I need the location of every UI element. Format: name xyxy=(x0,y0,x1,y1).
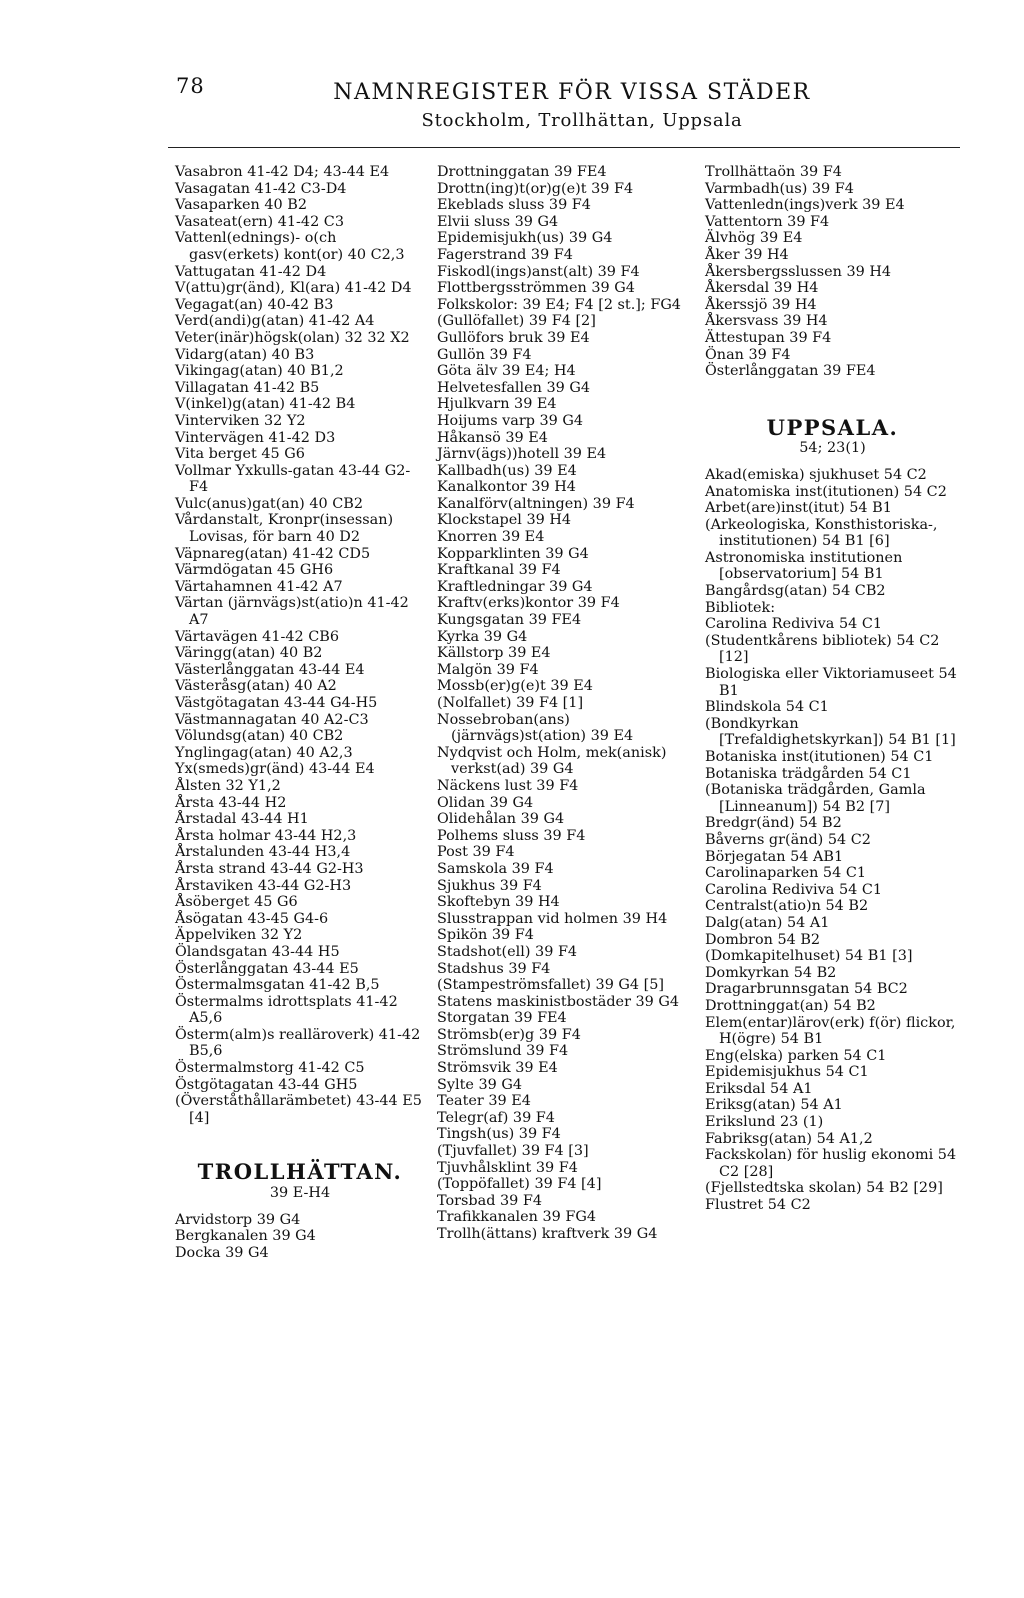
index-entry: (Domkapitelhuset) 54 B1 [3] xyxy=(705,948,913,965)
index-entry: Gullöfors bruk 39 E4 xyxy=(437,329,590,346)
index-entry: Flottbergsströmmen 39 G4 xyxy=(437,280,635,297)
page-subtitle: Stockholm, Trollhättan, Uppsala xyxy=(421,110,743,131)
index-entry: Astronomiska institutionen [observatorium] 54 B1 xyxy=(705,549,903,583)
index-entry: Epidemisjukhus 54 C1 xyxy=(705,1064,869,1081)
index-entry: Post 39 F4 xyxy=(437,844,515,861)
stockholm-entry-list xyxy=(175,164,425,1126)
index-entry: Nossebroban(ans) (järnvägs)st(ation) 39 E4 xyxy=(437,711,634,745)
index-entry: Vollmar Yxkulls-gatan 43-44 G2-F4 xyxy=(175,462,411,496)
index-entry: Statens maskinistbostäder 39 G4 xyxy=(437,993,680,1010)
index-entry: Hjulkvarn 39 E4 xyxy=(437,396,557,413)
index-entry: (Gullöfallet) 39 F4 [2] xyxy=(437,313,596,330)
page-title: NAMNREGISTER FÖR VISSA STÄDER xyxy=(333,80,811,105)
index-entry: Arvidstorp 39 G4 xyxy=(175,1211,301,1228)
index-entry: Varmbadh(us) 39 F4 xyxy=(705,180,854,197)
index-entry: Carolinaparken 54 C1 xyxy=(705,865,866,882)
index-entry: Västmannagatan 40 A2-C3 xyxy=(175,711,369,728)
index-entry: Anatomiska inst(itutionen) 54 C2 xyxy=(705,483,947,500)
index-entry: Ekeblads sluss 39 F4 xyxy=(437,197,591,214)
index-entry: Åkersdal 39 H4 xyxy=(705,280,819,297)
index-entry: (Bondkyrkan [Trefaldighetskyrkan]) 54 B1 [1] xyxy=(705,715,956,749)
index-entry: Kyrka 39 G4 xyxy=(437,628,528,645)
index-entry: Carolina Rediviva 54 C1 xyxy=(705,881,882,898)
index-entry: Kopparklinten 39 G4 xyxy=(437,545,589,562)
index-entry: Vegagat(an) 40-42 B3 xyxy=(175,296,334,313)
index-entry: Ynglingag(atan) 40 A2,3 xyxy=(175,744,353,761)
index-entry: Västerlånggatan 43-44 E4 xyxy=(175,661,365,678)
index-entry: Fabriksg(atan) 54 A1,2 xyxy=(705,1130,873,1147)
index-entry: Storgatan 39 FE4 xyxy=(437,1010,567,1027)
index-entry: Tingsh(us) 39 F4 xyxy=(437,1126,561,1143)
index-entry: Vattugatan 41-42 D4 xyxy=(175,263,327,280)
index-entry: Värtahamnen 41-42 A7 xyxy=(175,578,343,595)
index-entry: Dalg(atan) 54 A1 xyxy=(705,914,830,931)
index-entry: Kanalförv(altningen) 39 F4 xyxy=(437,495,635,512)
index-entry: V(attu)gr(änd), Kl(ara) 41-42 D4 xyxy=(175,280,412,297)
index-entry: Eriksg(atan) 54 A1 xyxy=(705,1097,843,1114)
index-entry: Verd(andi)g(atan) 41-42 A4 xyxy=(175,313,375,330)
index-entry: Ölandsgatan 43-44 H5 xyxy=(175,943,340,960)
index-entry: Helvetesfallen 39 G4 xyxy=(437,379,591,396)
index-entry: Blindskola 54 C1 xyxy=(705,699,829,716)
index-entry: Ättestupan 39 F4 xyxy=(705,329,832,346)
index-entry: Trafikkanalen 39 FG4 xyxy=(437,1209,597,1226)
index-entry: Värtan (järnvägs)st(atio)n 41-42 A7 xyxy=(175,595,409,629)
index-entry: Vulc(anus)gat(an) 40 CB2 xyxy=(175,495,363,512)
index-entry: Årsta 43-44 H2 xyxy=(175,794,287,811)
index-entry: Årstalunden 43-44 H3,4 xyxy=(175,844,351,861)
index-entry: Österlånggatan 43-44 E5 xyxy=(175,960,359,977)
index-entry: Åsögatan 43-45 G4-6 xyxy=(175,910,329,927)
index-entry: Håkansö 39 E4 xyxy=(437,429,548,446)
index-entry: (Studentkårens bibliotek) 54 C2 [12] xyxy=(705,632,940,666)
index-entry: Drottninggat(an) 54 B2 xyxy=(705,997,876,1014)
index-entry: (Botaniska trädgården, Gamla [Linneanum]) 54 B2 [7] xyxy=(705,782,926,815)
index-entry: Slusstrappan vid holmen 39 H4 xyxy=(437,910,668,927)
index-entry: Vasabron 41-42 D4; 43-44 E4 xyxy=(175,164,390,180)
index-entry: (Tjuvfallet) 39 F4 [3] xyxy=(437,1143,589,1160)
index-entry: Bredgr(änd) 54 B2 xyxy=(705,815,842,832)
index-entry: Östermalmsgatan 41-42 B,5 xyxy=(175,977,380,994)
index-entry: Fiskodl(ings)anst(alt) 39 F4 xyxy=(437,263,640,280)
index-entry: V(inkel)g(atan) 41-42 B4 xyxy=(175,396,356,413)
index-entry: Olidan 39 G4 xyxy=(437,794,534,811)
index-entry: Åkersvass 39 H4 xyxy=(705,313,828,330)
index-entry: Önan 39 F4 xyxy=(705,346,791,363)
column-middle xyxy=(437,164,692,1243)
index-entry: Villagatan 41-42 B5 xyxy=(175,379,320,396)
index-entry: Källstorp 39 E4 xyxy=(437,645,551,662)
index-entry: Drottninggatan 39 FE4 xyxy=(437,164,607,180)
index-entry: Vasateat(ern) 41-42 C3 xyxy=(175,213,344,230)
index-entry: Österm(alm)s realläroverk) 41-42 B5,6 xyxy=(175,1026,421,1060)
index-entry: Gullön 39 F4 xyxy=(437,346,532,363)
index-entry: Flustret 54 C2 xyxy=(705,1197,811,1214)
index-entry: Vattenl(ednings)- o(ch gasv(erkets) kont(or) 40 C2,3 xyxy=(175,230,405,263)
index-entry: Sylte 39 G4 xyxy=(437,1076,523,1093)
index-entry: Skoftebyn 39 H4 xyxy=(437,894,560,911)
index-entry: Väringg(atan) 40 B2 xyxy=(175,645,323,662)
index-entry: Klockstapel 39 H4 xyxy=(437,512,572,529)
index-entry: Årsta strand 43-44 G2-H3 xyxy=(175,860,364,877)
index-entry: Hoijums varp 39 G4 xyxy=(437,412,584,429)
index-entry: Kanalkontor 39 H4 xyxy=(437,479,576,496)
index-entry: Veter(inär)högsk(olan) 32 32 X2 xyxy=(175,329,410,346)
column-left xyxy=(175,164,425,1261)
index-entry: Vidarg(atan) 40 B3 xyxy=(175,346,315,363)
index-entry: Värmdögatan 45 GH6 xyxy=(175,562,334,579)
index-entry: Järnv(ägs))hotell 39 E4 xyxy=(437,446,607,463)
index-entry: Bibliotek: xyxy=(705,599,776,616)
index-entry: Västeråsg(atan) 40 A2 xyxy=(175,678,337,695)
index-entry: Kallbadh(us) 39 E4 xyxy=(437,462,577,479)
index-entry: (Överståthållarämbetet) 43-44 E5 [4] xyxy=(175,1093,422,1126)
index-entry: Epidemisjukh(us) 39 G4 xyxy=(437,230,613,247)
index-entry: Åkerssjö 39 H4 xyxy=(705,296,817,313)
index-entry: Folkskolor: 39 E4; F4 [2 st.]; FG4 xyxy=(437,296,681,313)
uppsala-entry-list xyxy=(705,467,960,1214)
index-entry: Knorren 39 E4 xyxy=(437,529,545,546)
column-right xyxy=(705,164,960,1214)
index-entry: Göta älv 39 E4; H4 xyxy=(437,363,576,380)
index-entry: Strömsb(er)g 39 F4 xyxy=(437,1026,581,1043)
index-entry: Torsbad 39 F4 xyxy=(437,1192,543,1209)
index-entry: Centralst(atio)n 54 B2 xyxy=(705,898,869,915)
index-entry: Spikön 39 F4 xyxy=(437,927,534,944)
index-entry: Vattentorn 39 F4 xyxy=(705,213,830,230)
index-entry: Eng(elska) parken 54 C1 xyxy=(705,1047,887,1064)
index-entry: Västgötagatan 43-44 G4-H5 xyxy=(175,695,378,711)
index-entry: Bergkanalen 39 G4 xyxy=(175,1228,316,1245)
index-entry: Elem(entar)lärov(erk) f(ör) flickor, H(ögre) 54 B1 xyxy=(705,1014,956,1048)
trollhattan-heading: TROLLHÄTTAN. xyxy=(197,1159,403,1185)
index-entry: Vasaparken 40 B2 xyxy=(175,197,307,214)
trollhattan-entry-list-3 xyxy=(705,164,960,380)
index-entry: Österlånggatan 39 FE4 xyxy=(705,363,876,380)
trollhattan-entry-list-1 xyxy=(175,1212,425,1262)
index-entry: Eriksdal 54 A1 xyxy=(705,1080,813,1097)
index-entry: Äppelviken 32 Y2 xyxy=(175,927,303,944)
index-entry: Docka 39 G4 xyxy=(175,1244,269,1261)
index-entry: Ålsten 32 Y1,2 xyxy=(175,777,281,794)
index-entry: Strömslund 39 F4 xyxy=(437,1043,569,1060)
index-entry: Vintervägen 41-42 D3 xyxy=(175,429,336,446)
index-entry: Carolina Rediviva 54 C1 xyxy=(705,616,882,633)
index-entry: Drottn(ing)t(or)g(e)t 39 F4 xyxy=(437,180,634,197)
trollhattan-entry-list-2 xyxy=(437,164,692,1243)
index-entry: Fagerstrand 39 F4 xyxy=(437,246,573,263)
index-entry: (Nolfallet) 39 F4 [1] xyxy=(437,695,584,711)
index-entry: (Toppöfallet) 39 F4 [4] xyxy=(437,1176,602,1193)
index-entry: Olidehålan 39 G4 xyxy=(437,811,565,828)
index-entry: Åsöberget 45 G6 xyxy=(175,894,298,911)
index-entry: Kraftkanal 39 F4 xyxy=(437,562,561,579)
index-entry: Årsta holmar 43-44 H2,3 xyxy=(175,827,357,844)
index-entry: Botaniska inst(itutionen) 54 C1 xyxy=(705,749,934,765)
index-entry: Trollh(ättans) kraftverk 39 G4 xyxy=(437,1226,658,1242)
index-entry: Akad(emiska) sjukhuset 54 C2 xyxy=(705,466,927,483)
index-entry: Arbet(are)inst(itut) 54 B1 xyxy=(705,500,892,517)
index-entry: (Stampeströmsfallet) 39 G4 [5] xyxy=(437,977,665,994)
index-entry: Botaniska trädgården 54 C1 xyxy=(705,765,912,782)
index-entry: Östgötagatan 43-44 GH5 xyxy=(175,1076,358,1093)
index-entry: Stadshus 39 F4 xyxy=(437,960,551,977)
index-entry: Kraftledningar 39 G4 xyxy=(437,578,593,595)
index-entry: Mossb(er)g(e)t 39 E4 xyxy=(437,678,593,695)
index-entry: Årstaviken 43-44 G2-H3 xyxy=(175,877,352,894)
index-entry: Biologiska eller Viktoriamuseet 54 B1 xyxy=(705,666,957,699)
index-entry: Åker 39 H4 xyxy=(705,246,789,263)
index-entry: Årstadal 43-44 H1 xyxy=(175,811,309,828)
index-entry: Dombron 54 B2 xyxy=(705,931,821,948)
page-number: 78 xyxy=(176,74,205,98)
index-entry: Börjegatan 54 AB1 xyxy=(705,848,844,865)
index-entry: Kungsgatan 39 FE4 xyxy=(437,612,582,629)
trollhattan-map-ref: 39 E-H4 xyxy=(269,1185,331,1202)
index-entry: Östermalmstorg 41-42 C5 xyxy=(175,1060,365,1077)
index-entry: Polhems sluss 39 F4 xyxy=(437,827,586,844)
index-entry: Näckens lust 39 F4 xyxy=(437,777,579,794)
index-entry: Vasagatan 41-42 C3-D4 xyxy=(175,180,347,197)
index-entry: Erikslund 23 (1) xyxy=(705,1114,824,1131)
index-entry: Kraftv(erks)kontor 39 F4 xyxy=(437,595,620,612)
index-entry: Teater 39 E4 xyxy=(437,1093,531,1110)
index-entry: Strömsvik 39 E4 xyxy=(437,1060,558,1077)
index-entry: Malgön 39 F4 xyxy=(437,661,539,678)
uppsala-map-ref: 54; 23(1) xyxy=(799,440,866,457)
index-entry: Domkyrkan 54 B2 xyxy=(705,964,837,981)
index-entry: Vikingag(atan) 40 B1,2 xyxy=(175,363,344,380)
index-entry: Vårdanstalt, Kronpr(insessan) Lovisas, för barn 40 D2 xyxy=(175,512,394,546)
index-entry: Yx(smeds)gr(änd) 43-44 E4 xyxy=(175,761,375,778)
index-entry: (Fjellstedtska skolan) 54 B2 [29] xyxy=(705,1180,943,1197)
index-entry: Väpnareg(atan) 41-42 CD5 xyxy=(175,545,371,562)
index-entry: Bangårdsg(atan) 54 CB2 xyxy=(705,583,886,600)
index-entry: (Arkeologiska, Konsthistoriska-, institutionen) 54 B1 [6] xyxy=(705,516,938,550)
index-entry: Vattenledn(ings)verk 39 E4 xyxy=(705,197,905,214)
index-entry: Völundsg(atan) 40 CB2 xyxy=(175,728,344,745)
index-entry: Fackskolan) för huslig ekonomi 54 C2 [28] xyxy=(705,1147,957,1180)
index-entry: Östermalms idrottsplats 41-42 A5,6 xyxy=(175,993,398,1027)
index-entry: Värtavägen 41-42 CB6 xyxy=(175,628,339,645)
uppsala-heading: UPPSALA. xyxy=(766,414,899,440)
index-entry: Tjuvhålsklint 39 F4 xyxy=(437,1159,578,1176)
index-entry: Sjukhus 39 F4 xyxy=(437,877,542,894)
index-entry: Vinterviken 32 Y2 xyxy=(175,412,306,429)
index-entry: Samskola 39 F4 xyxy=(437,860,554,877)
index-entry: Båverns gr(änd) 54 C2 xyxy=(705,831,871,848)
header-rule xyxy=(168,147,960,148)
index-entry: Telegr(af) 39 F4 xyxy=(437,1109,555,1126)
index-entry: Älvhög 39 E4 xyxy=(705,230,803,247)
index-entry: Elvii sluss 39 G4 xyxy=(437,213,559,230)
index-entry: Nydqvist och Holm, mek(anisk) verkst(ad) 39 G4 xyxy=(437,744,667,778)
index-entry: Åkersbergsslussen 39 H4 xyxy=(705,263,892,280)
index-entry: Stadshot(ell) 39 F4 xyxy=(437,943,578,960)
index-entry: Trollhättaön 39 F4 xyxy=(705,164,842,180)
index-entry: Dragarbrunnsgatan 54 BC2 xyxy=(705,981,908,998)
index-entry: Vita berget 45 G6 xyxy=(175,446,305,463)
